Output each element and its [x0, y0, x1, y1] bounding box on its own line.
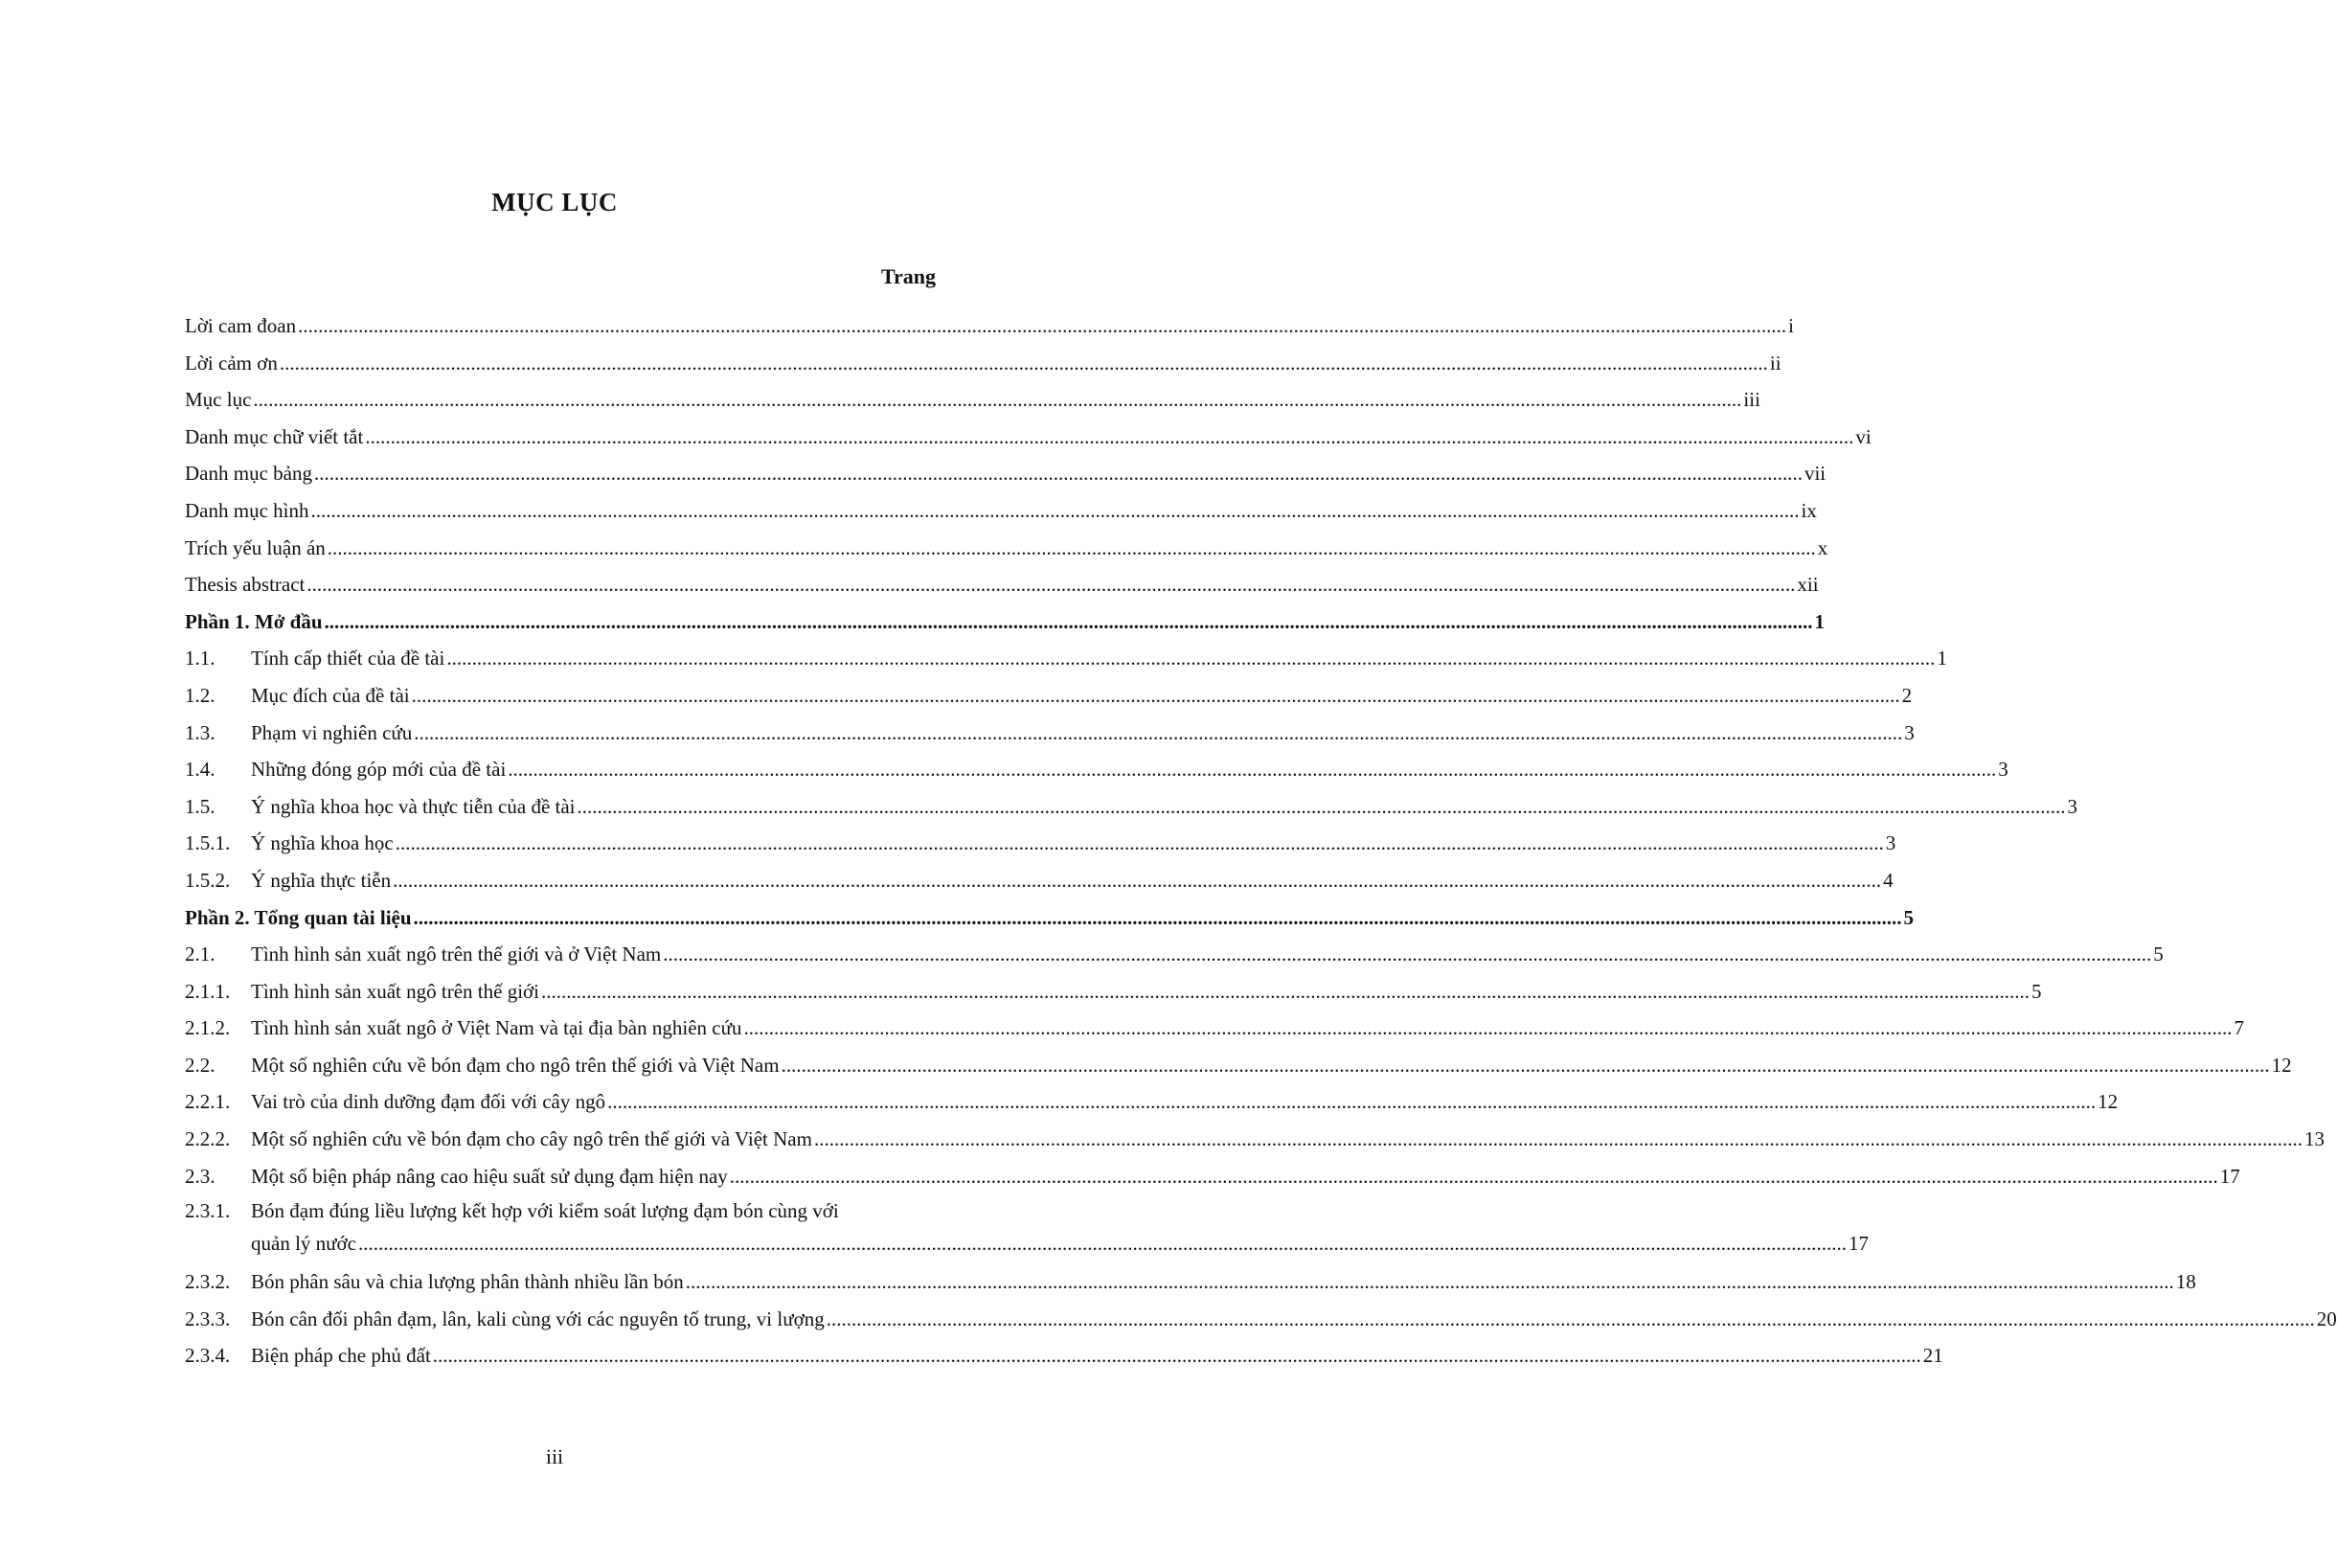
dot-leader [365, 419, 1853, 456]
toc-entry-number: 2.3.1. [185, 1199, 231, 1223]
toc-entry-1-2[interactable] [185, 677, 1913, 715]
table-of-contents [185, 307, 2337, 1375]
dot-leader [314, 455, 1803, 492]
toc-entry-trich-yeu[interactable] [185, 530, 1828, 567]
dot-leader [310, 492, 1799, 530]
toc-entry-label: Những đóng góp mới của đề tài [251, 758, 507, 782]
toc-entry-page: 21 [1922, 1344, 1943, 1368]
toc-entry-label: Lời cảm ơn [185, 351, 278, 375]
dot-leader [396, 825, 1884, 862]
toc-entry-label: Tính cấp thiết của đề tài [251, 647, 445, 670]
toc-entry-label: Thesis abstract [185, 573, 306, 597]
toc-entry-label: Mục lục [185, 388, 252, 412]
dot-leader [508, 751, 1996, 788]
toc-entry-page: 12 [2098, 1090, 2119, 1114]
toc-entry-number: 1.4. [185, 758, 216, 782]
toc-entry-danh-muc-chu-viet-tat[interactable] [185, 419, 1872, 456]
toc-entry-number: 2.3.3. [185, 1307, 231, 1330]
dot-leader [814, 1121, 2303, 1158]
toc-entry-page: vii [1804, 462, 1826, 486]
dot-leader [827, 1301, 2315, 1338]
toc-entry-label: Một số nghiên cứu về bón đạm cho ngô trên thế giới và Việt Nam [251, 1053, 780, 1077]
page-title: MỤC LỤC [491, 188, 618, 216]
toc-part-1-heading[interactable] [185, 603, 1825, 641]
toc-entry-label: Danh mục chữ viết tắt [185, 424, 364, 448]
toc-part-label: Phần 1. Mở đầu [185, 609, 323, 633]
toc-entry-label: Ý nghĩa khoa học [251, 831, 394, 855]
toc-entry-page: 18 [2175, 1270, 2196, 1294]
toc-entry-number: 1.5.1. [185, 831, 231, 855]
toc-entry-body [251, 1194, 1869, 1263]
dot-leader [686, 1263, 2174, 1301]
toc-entry-page: 17 [2219, 1164, 2240, 1188]
dot-leader [578, 788, 2066, 826]
dot-leader [414, 715, 1902, 752]
toc-entry-page: 12 [2271, 1053, 2292, 1077]
toc-entry-2-1[interactable] [185, 936, 2164, 973]
toc-entry-2-2-2[interactable] [185, 1121, 2325, 1158]
toc-part-label: Phần 2. Tổng quan tài liệu [185, 905, 412, 929]
dot-leader [328, 530, 1816, 567]
toc-entry-label: Danh mục bảng [185, 462, 312, 486]
toc-entry-label: Vai trò của dinh dưỡng đạm đối với cây ngô [251, 1090, 606, 1114]
toc-entry-page: 2 [1901, 683, 1913, 707]
toc-entry-2-2[interactable] [185, 1047, 2292, 1084]
toc-entry-label: Bón phân sâu và chia lượng phân thành nhiều lần bón [251, 1270, 684, 1294]
toc-entry-page: 5 [2031, 979, 2042, 1003]
dot-leader [433, 1337, 1921, 1375]
toc-entry-2-1-1[interactable] [185, 973, 2042, 1011]
toc-entry-page: iii [1743, 388, 1760, 412]
toc-entry-label-line-2: quản lý nước [251, 1232, 356, 1256]
toc-entry-number: 2.3. [185, 1164, 216, 1188]
toc-entry-page: 20 [2316, 1307, 2337, 1330]
toc-entry-label: Phạm vi nghiên cứu [251, 720, 413, 744]
toc-entry-number: 2.1. [185, 943, 216, 966]
toc-entry-label: Ý nghĩa thực tiễn [251, 868, 392, 892]
toc-entry-line-2 [251, 1227, 1869, 1260]
toc-entry-page: ii [1769, 351, 1781, 375]
toc-entry-thesis-abstract[interactable] [185, 566, 1819, 603]
toc-entry-page: 3 [1904, 720, 1915, 744]
toc-entry-page: 3 [1998, 758, 2008, 782]
toc-entry-page: i [1788, 314, 1794, 337]
toc-entry-number: 2.3.2. [185, 1270, 231, 1294]
toc-entry-2-3-3[interactable] [185, 1301, 2337, 1338]
toc-entry-page: 3 [1885, 831, 1896, 855]
dot-leader [663, 936, 2151, 973]
toc-entry-label: Tình hình sản xuất ngô trên thế giới và ở Việt Nam [251, 943, 662, 966]
toc-entry-label: Tình hình sản xuất ngô ở Việt Nam và tại địa bàn nghiên cứu [251, 1016, 742, 1040]
toc-entry-label: Trích yếu luận án [185, 535, 326, 559]
toc-entry-number: 2.2.2. [185, 1127, 231, 1151]
dot-leader [253, 381, 1741, 419]
dot-leader [306, 566, 1795, 603]
toc-entry-label: Mục đích của đề tài [251, 683, 410, 707]
toc-entry-label: Danh mục hình [185, 498, 309, 522]
dot-leader [541, 973, 2030, 1011]
toc-entry-number: 1.5. [185, 794, 216, 818]
toc-entry-label: Lời cam đoan [185, 314, 297, 337]
dot-leader [730, 1158, 2218, 1195]
toc-entry-danh-muc-hinh[interactable] [185, 492, 1817, 530]
toc-entry-muc-luc[interactable] [185, 381, 1760, 419]
toc-entry-page: 5 [1903, 905, 1915, 929]
toc-entry-label: Một số biện pháp nâng cao hiệu suất sử dụng đạm hiện nay [251, 1164, 728, 1188]
toc-entry-page: 7 [2234, 1016, 2244, 1040]
dot-leader [298, 307, 1786, 345]
toc-entry-label: Biện pháp che phủ đất [251, 1344, 431, 1368]
toc-entry-1-3[interactable] [185, 715, 1915, 752]
toc-entry-page: 1 [1814, 609, 1825, 633]
dot-leader [358, 1227, 1847, 1260]
dot-leader [412, 677, 1900, 715]
dot-leader [280, 345, 1768, 382]
toc-part-2-heading[interactable] [185, 899, 1915, 937]
toc-entry-2-3[interactable] [185, 1158, 2240, 1195]
toc-entry-label-line-1: Bón đạm đúng liều lượng kết hợp với kiểm soát lượng đạm bón cùng với [251, 1199, 839, 1223]
toc-entry-2-2-1[interactable] [185, 1083, 2119, 1121]
toc-entry-label: Một số nghiên cứu về bón đạm cho cây ngô trên thế giới và Việt Nam [251, 1127, 812, 1151]
toc-entry-number: 2.1.2. [185, 1016, 231, 1040]
toc-entry-number: 2.1.1. [185, 979, 231, 1003]
toc-entry-page: 13 [2303, 1127, 2325, 1151]
dot-leader [393, 862, 1881, 899]
dot-leader [446, 640, 1935, 677]
toc-entry-page: vi [1855, 424, 1872, 448]
toc-entry-1-4[interactable] [185, 751, 2008, 788]
toc-entry-loi-cam-doan[interactable] [185, 307, 1794, 345]
toc-entry-danh-muc-bang[interactable] [185, 455, 1826, 492]
toc-entry-1-5-2[interactable] [185, 862, 1894, 899]
dot-leader [414, 899, 1902, 937]
dot-leader [743, 1010, 2232, 1047]
toc-entry-2-3-2[interactable] [185, 1263, 2196, 1301]
toc-entry-number: 1.2. [185, 683, 216, 707]
toc-entry-page: 17 [1848, 1232, 1869, 1256]
toc-entry-label: Tình hình sản xuất ngô trên thế giới [251, 979, 539, 1003]
toc-entry-page: 4 [1883, 868, 1894, 892]
dot-leader [607, 1083, 2096, 1121]
toc-entry-2-3-1[interactable] [185, 1194, 1869, 1263]
toc-entry-number: 1.1. [185, 647, 216, 670]
toc-entry-1-1[interactable] [185, 640, 1947, 677]
toc-entry-label: Ý nghĩa khoa học và thực tiễn của đề tài [251, 794, 576, 818]
toc-entry-loi-cam-on[interactable] [185, 345, 1781, 382]
footer-page-number: iii [545, 1444, 564, 1468]
toc-entry-number: 2.2.1. [185, 1090, 231, 1114]
toc-entry-page: 5 [2153, 943, 2164, 966]
page-column-header: Trang [880, 264, 936, 288]
toc-entry-number: 2.2. [185, 1053, 216, 1077]
dot-leader [325, 603, 1813, 641]
toc-entry-number: 2.3.4. [185, 1344, 231, 1368]
toc-entry-1-5-1[interactable] [185, 825, 1896, 862]
toc-entry-page: xii [1797, 573, 1819, 597]
toc-entry-label: Bón cân đối phân đạm, lân, kali cùng với các nguyên tố trung, vi lượng [251, 1307, 825, 1330]
toc-entry-2-1-2[interactable] [185, 1010, 2244, 1047]
toc-entry-number: 1.5.2. [185, 868, 231, 892]
toc-entry-2-3-4[interactable] [185, 1337, 1943, 1375]
toc-entry-page: ix [1801, 498, 1817, 522]
toc-entry-page: x [1817, 535, 1828, 559]
dot-leader [782, 1047, 2270, 1084]
toc-entry-page: 3 [2067, 794, 2078, 818]
toc-entry-number: 1.3. [185, 720, 216, 744]
toc-entry-page: 1 [1937, 647, 1947, 670]
toc-entry-1-5[interactable] [185, 788, 2078, 826]
